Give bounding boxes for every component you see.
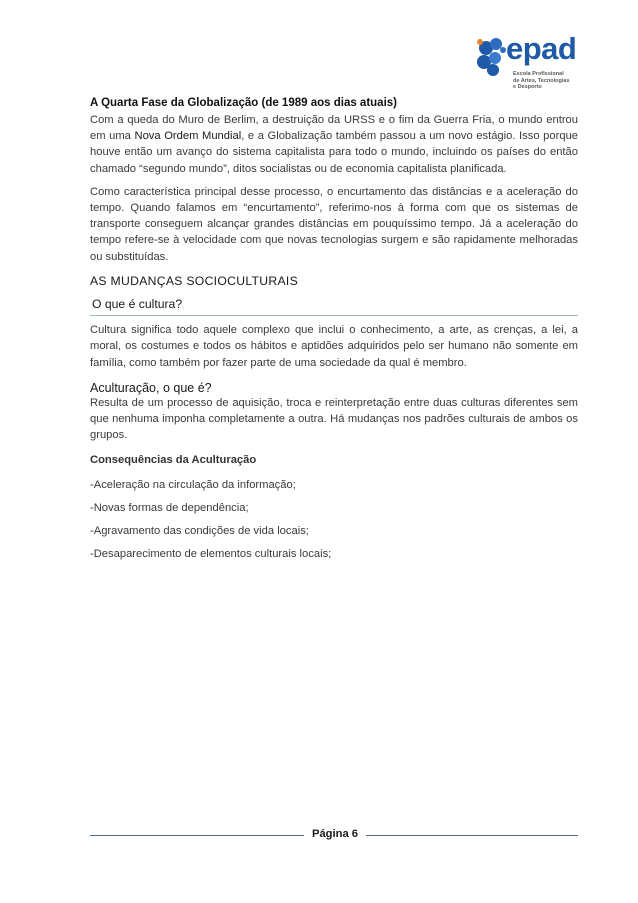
page-footer [90, 826, 578, 846]
paragraph-caracteristica: Como característica principal desse processo, o encurtamento das distâncias e a aceleração do tempo. Quando falamos em “encurtamento”, referimo-nos à forma com que os sistemas de transporte conseguem alcançar grandes distâncias em pouquíssimo tempo. Já a aceleração do tempo refere-se à velocidade com que novas tecnologias surgem e são rapidamente melhoradas ou substituídas. [90, 185, 578, 263]
paragraph-text: , e a Globalização também passou a um novo estágio. Isso porque houve então um avanço do sistema capitalista para todo o mundo, incluindo os países do então chamado “segundo mundo”, ditos socialistas ou de economia capitalista planificada. [90, 130, 579, 175]
section-title: A Quarta Fase da Globalização (de 1989 aos dias atuais) [90, 97, 397, 109]
list-item: -Agravamento das condições de vida locais; [90, 525, 309, 538]
paragraph-cultura: Cultura significa todo aquele complexo que inclui o conhecimento, a arte, as crenças, a lei, a moral, os costumes e todos os hábitos e aptidões adquiridos pelo ser humano não somente em família, como também por fazer parte de uma sociedade da qual é membro. [90, 324, 578, 369]
consequences-list [90, 477, 578, 563]
paragraph-text: Com a queda do Muro de Berlim, a destruição da URSS e o fim da Guerra Fria, o mundo entrou em uma [90, 114, 578, 143]
page-content [90, 95, 578, 562]
footer-rule-left [90, 835, 304, 836]
subheading-consequencias: Consequências da Aculturação [90, 454, 257, 467]
paragraph-aculturacao: Resulta de um processo de aquisição, troca e reinterpretação entre duas culturas diferentes sem que nenhuma imponha completamente a outra. Há mudanças nos padrões culturais de ambos os grupos. [90, 396, 578, 442]
question-heading-aculturacao: Aculturação, o que é? [90, 380, 212, 395]
section-heading-mudancas: AS MUDANÇAS SOCIOCULTURAIS [90, 273, 299, 288]
heading-underline [90, 315, 578, 316]
footer-rule-right [366, 835, 578, 836]
logo-subtitle [513, 71, 570, 91]
question-heading-cultura: O que é cultura? [92, 297, 183, 312]
page-number: Página 6 [311, 828, 358, 840]
logo-subtitle-line: de Artes, Tecnologias [513, 77, 570, 84]
list-item: -Aceleração na circulação da informação; [90, 478, 296, 491]
list-item: -Desaparecimento de elementos culturais locais; [90, 548, 332, 561]
paragraph-globalizacao [90, 112, 578, 177]
logo-wordmark: epad [506, 31, 577, 66]
epad-logo [476, 30, 596, 96]
logo-subtitle-line: Escola Profissional [513, 71, 564, 77]
list-item: -Novas formas de dependência; [90, 501, 249, 514]
nova-ordem-mundial-link[interactable]: Nova Ordem Mundial [134, 130, 242, 143]
logo-subtitle-line: e Desporto [513, 84, 542, 90]
